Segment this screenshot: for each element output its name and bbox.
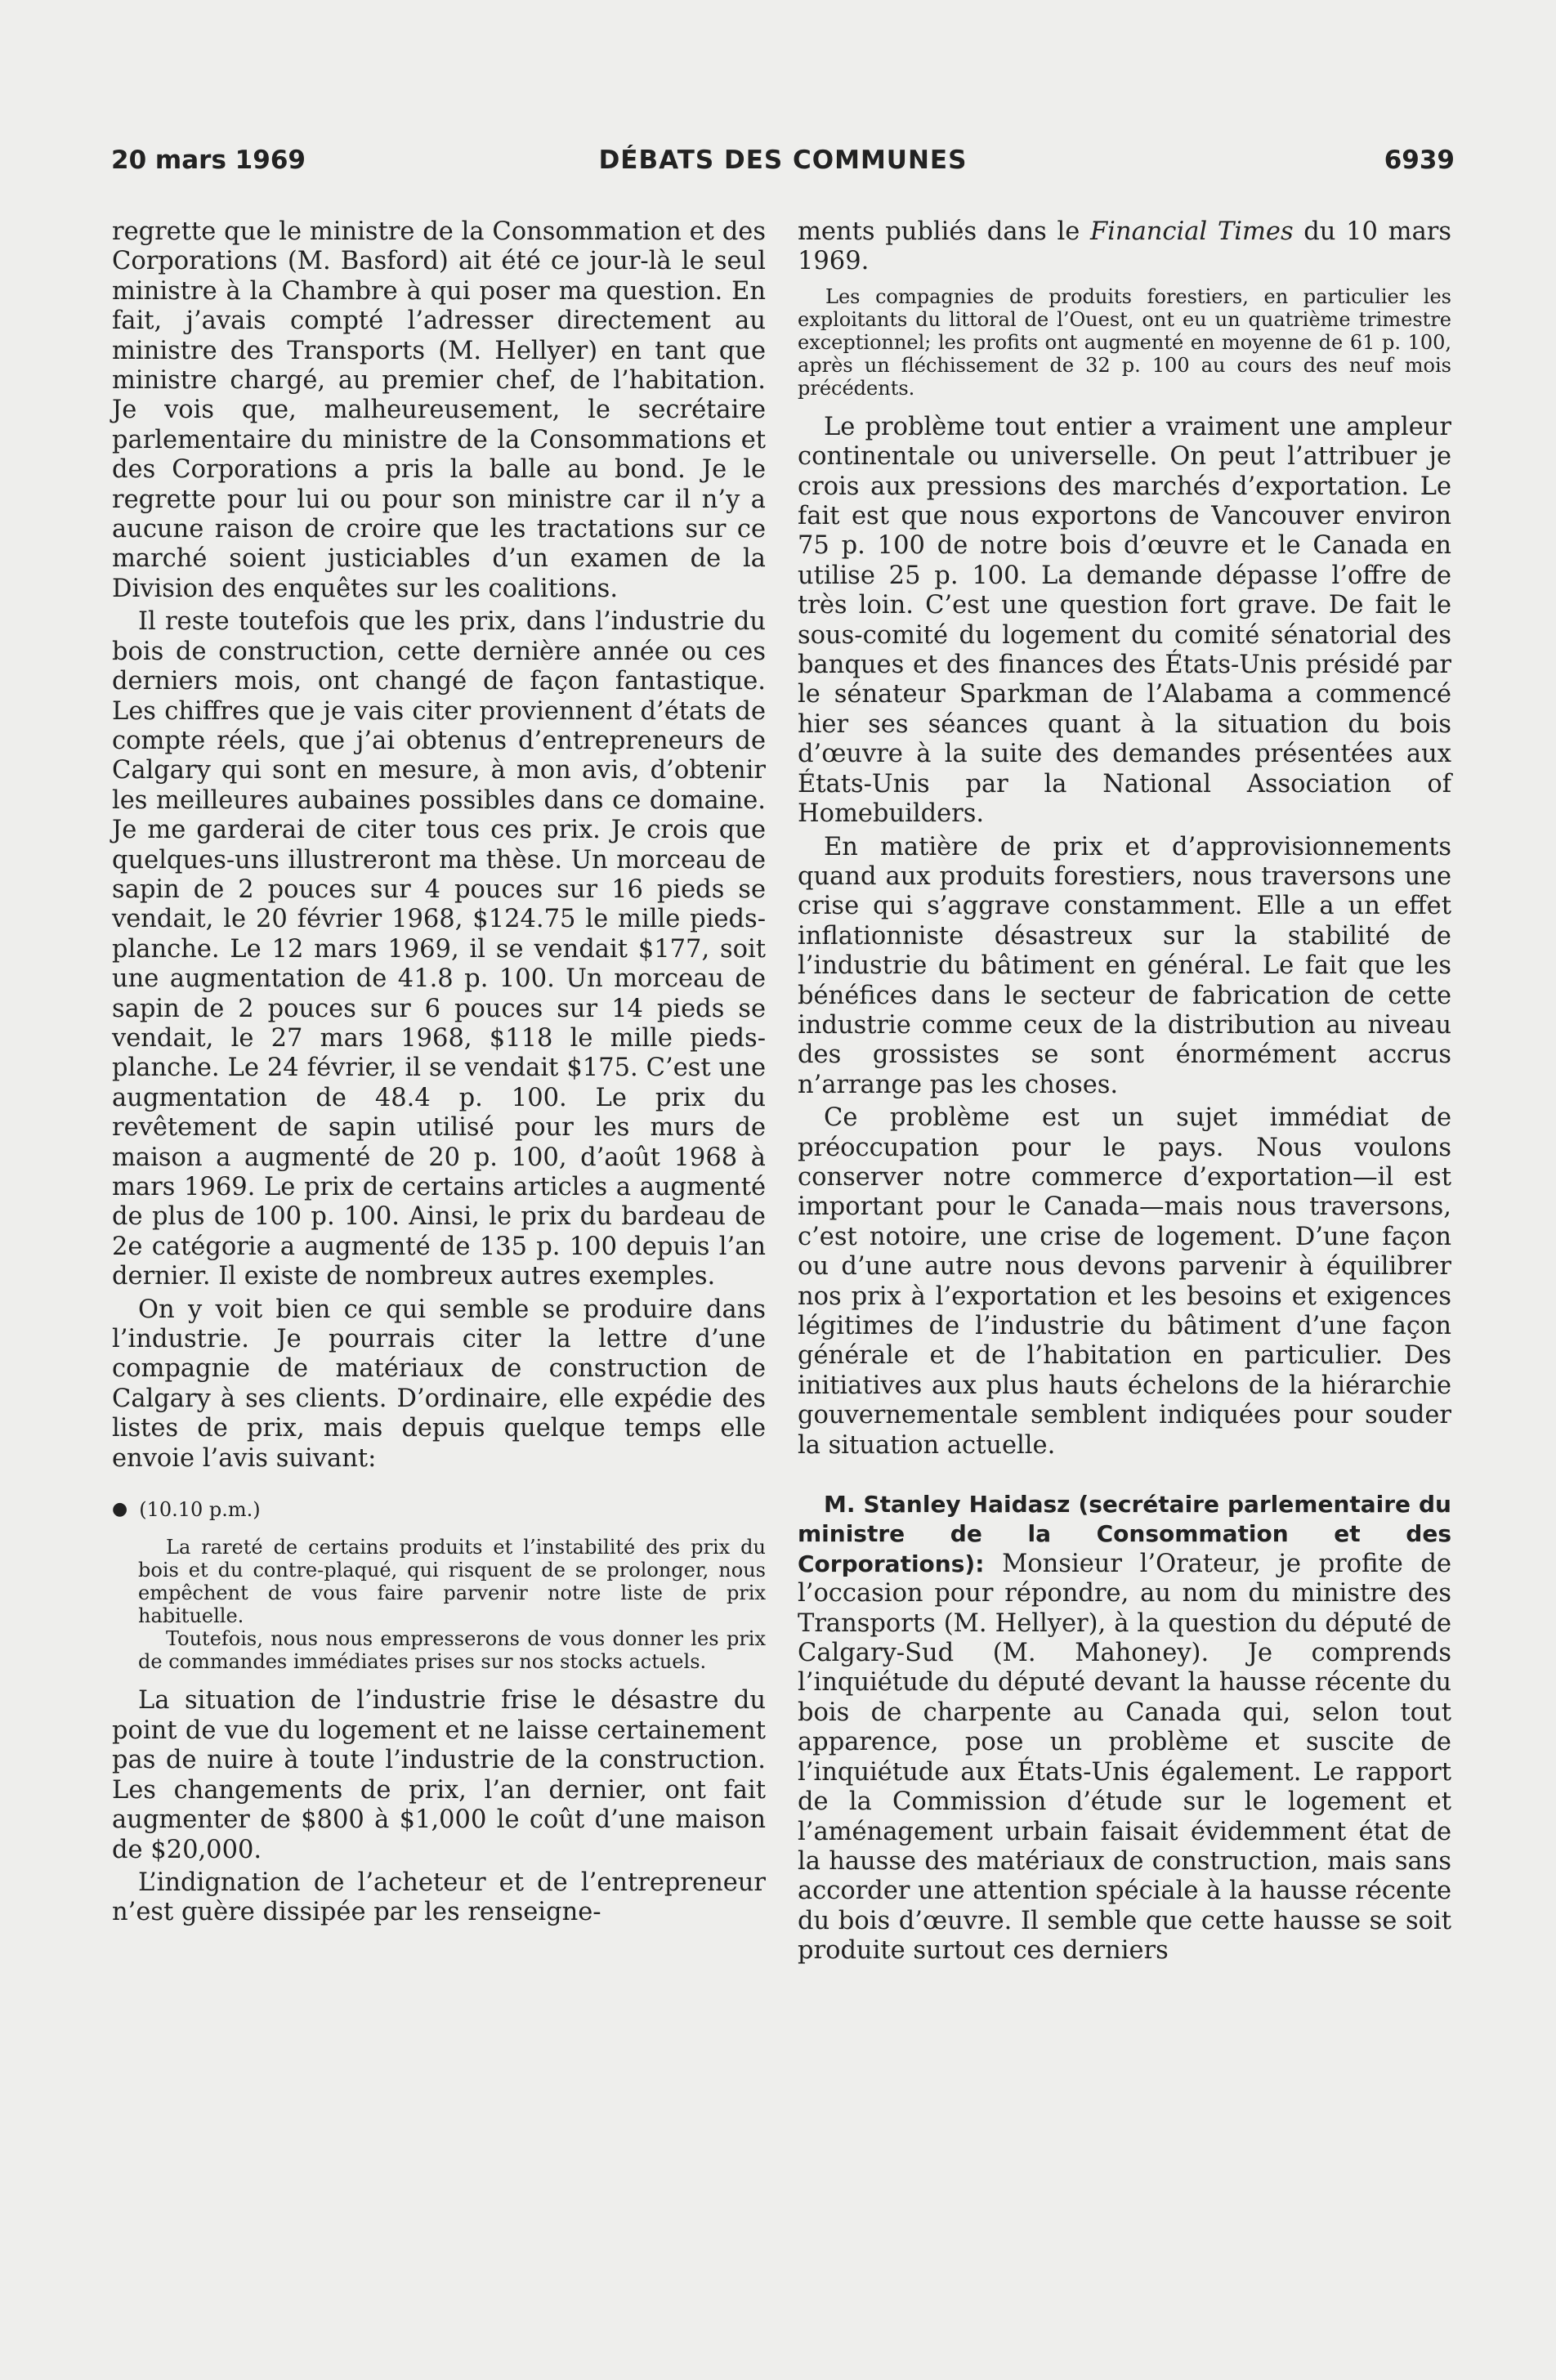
paragraph: Ce problème est un sujet immédiat de préoccupation pour le pays. Nous voulons conserver notre commerce d’exportation—il est important pour le Canada—mais nous traversons, c’est notoire, une crise de logement. D’une façon ou d’une autre nous devons parvenir à équilibrer nos prix à l’exportation et les besoins et exigences légitimes de l’industrie du bâtiment d’une façon générale et de l’habitation en particulier. Des initiatives aux plus hauts échelons de la hiérarchie gouvernementale semblent indiquées pour souder la situation actuelle. bbox=[798, 1103, 1451, 1460]
paragraph: L’indignation de l’acheteur et de l’entrepreneur n’est guère dissipée par les renseigne- bbox=[112, 1868, 766, 1927]
paragraph: Le problème tout entier a vraiment une ampleur continentale ou universelle. On peut l’attribuer je crois aux pressions des marchés d’exportation. Le fait est que nous exportons de Vancouver environ 75 p. 100 de notre bois d’œuvre et le Canada en utilise 25 p. 100. La demande dépasse l’offre de très loin. C’est une question fort grave. De fait le sous-comité du logement du comité sénatorial des banques et des finances des États-Unis présidé par le sénateur Sparkman de l’Alabama a commencé hier ses séances quant à la situation du bois d’œuvre à la suite des demandes présentées aux États-Unis par la National Association of Homebuilders. bbox=[798, 412, 1451, 829]
page-header bbox=[111, 145, 1455, 195]
left-column bbox=[112, 217, 766, 1928]
quote-paragraph: La rareté de certains produits et l’instabilité des prix du bois et du contre-plaqué, qui risquent de se prolonger, nous empêchent de vous faire parvenir notre liste de prix habituelle. bbox=[138, 1536, 766, 1628]
time-label: (10.10 p.m.) bbox=[139, 1498, 261, 1522]
paragraph: Il reste toutefois que les prix, dans l’industrie du bois de construction, cette dernière année ou ces derniers mois, ont changé de façon fantastique. Les chiffres que je vais citer proviennent d’états de compte réels, que j’ai obtenus d’entrepreneurs de Calgary qui sont en mesure, à mon avis, d’obtenir les meilleures aubaines possibles dans ce domaine. Je me garderai de citer tous ces prix. Je crois que quelques-uns illustreront ma thèse. Un morceau de sapin de 2 pouces sur 4 pouces sur 16 pieds se vendait, le 20 février 1968, $124.75 le mille pieds-planche. Le 12 mars 1969, il se vendait $177, soit une augmentation de 41.8 p. 100. Un morceau de sapin de 2 pouces sur 6 pouces sur 14 pieds se vendait, le 27 mars 1968, $118 le mille pieds-planche. Le 24 février, il se vendait $175. C’est une augmentation de 48.4 p. 100. Le prix du revêtement de sapin utilisé pour les murs de maison a augmenté de 20 p. 100, d’août 1968 à mars 1969. Le prix de certains articles a augmenté de plus de 100 p. 100. Ainsi, le prix du bardeau de 2e catégorie a augmenté de 135 p. 100 depuis l’an dernier. Il existe de nombreux autres exemples. bbox=[112, 607, 766, 1291]
quoted-excerpt bbox=[798, 285, 1451, 400]
time-marker bbox=[112, 1495, 766, 1524]
header-date: 20 mars 1969 bbox=[111, 145, 306, 175]
quote-paragraph: Toutefois, nous nous empresserons de vous donner les prix de commandes immédiates prises sur nos stocks actuels. bbox=[138, 1627, 766, 1674]
page-number: 6939 bbox=[1384, 145, 1455, 175]
quoted-notice bbox=[138, 1536, 766, 1673]
publication-title: Financial Times bbox=[1090, 217, 1294, 246]
text-run: ments publiés dans le bbox=[798, 217, 1091, 246]
bullet-icon: ● bbox=[112, 1499, 128, 1520]
paragraph: regrette que le ministre de la Consommation et des Corporations (M. Basford) ait été ce jour-là le seul ministre à la Chambre à qui poser ma question. En fait, j’avais compté l’adresser directement au ministre des Transports (M. Hellyer) en tant que ministre chargé, au premier chef, de l’habitation. Je vois que, malheureusement, le secrétaire parlementaire du ministre de la Consommations et des Corporations a pris la balle au bond. Je le regrette pour lui ou pour son ministre car il n’y a aucune raison de croire que les tractations sur ce marché soient justiciables d’un examen de la Division des enquêtes sur les coalitions. bbox=[112, 217, 766, 603]
paragraph: En matière de prix et d’approvisionnements quand aux produits forestiers, nous traversons une crise qui s’aggrave constamment. Elle a un effet inflationniste désastreux sur la stabilité de l’industrie du bâtiment en général. Le fait que les bénéfices dans le secteur de fabrication de cette industrie comme ceux de la distribution au niveau des grossistes se sont énormément accrus n’arrange pas les choses. bbox=[798, 832, 1451, 1099]
text-run: du 10 mars 1969. bbox=[798, 217, 1451, 276]
quote-paragraph: Les compagnies de produits forestiers, en particulier les exploitants du littoral de l’Ouest, ont eu un quatrième trimestre exceptionnel; les profits ont augmenté en moyenne de 61 p. 100, après un fléchissement de 32 p. 100 au cours des neuf mois précédents. bbox=[798, 284, 1451, 400]
paragraph: On y voit bien ce qui semble se produire dans l’industrie. Je pourrais citer la lettre d’une compagnie de matériaux de construction de Calgary à ses clients. D’ordinaire, elle expédie des listes de prix, mais depuis quelque temps elle envoie l’avis suivant: bbox=[112, 1295, 766, 1473]
paragraph bbox=[798, 217, 1451, 277]
speech-text: Monsieur l’Orateur, je profite de l’occasion pour répondre, au nom du ministre des Transports (M. Hellyer), à la question du député de Calgary-Sud (M. Mahoney). Je comprends l’inquiétude du député devant la hausse récente du bois de charpente au Canada qui, selon tout apparence, pose un problème et suscite de l’inquiétude aux États-Unis également. Le rapport de la Commission d’étude sur le logement et l’aménagement urbain faisait évidemment état de la hausse des matériaux de construction, mais sans accorder une attention spéciale à la hausse récente du bois d’œuvre. Il semble que cette hausse se soit produite surtout ces derniers bbox=[798, 1549, 1451, 1966]
speaker-name: M. Stanley Haidasz (secrétaire parlementaire du ministre de la Consommation et des Corporations): bbox=[798, 1491, 1451, 1577]
header-title: DÉBATS DES COMMUNES bbox=[598, 145, 968, 175]
speech-paragraph bbox=[798, 1490, 1451, 1966]
right-column bbox=[798, 217, 1451, 1966]
paragraph: La situation de l’industrie frise le désastre du point de vue du logement et ne laisse certainement pas de nuire à toute l’industrie de la construction. Les changements de prix, l’an dernier, ont fait augmenter de $800 à $1,000 le coût d’une maison de $20,000. bbox=[112, 1686, 766, 1864]
